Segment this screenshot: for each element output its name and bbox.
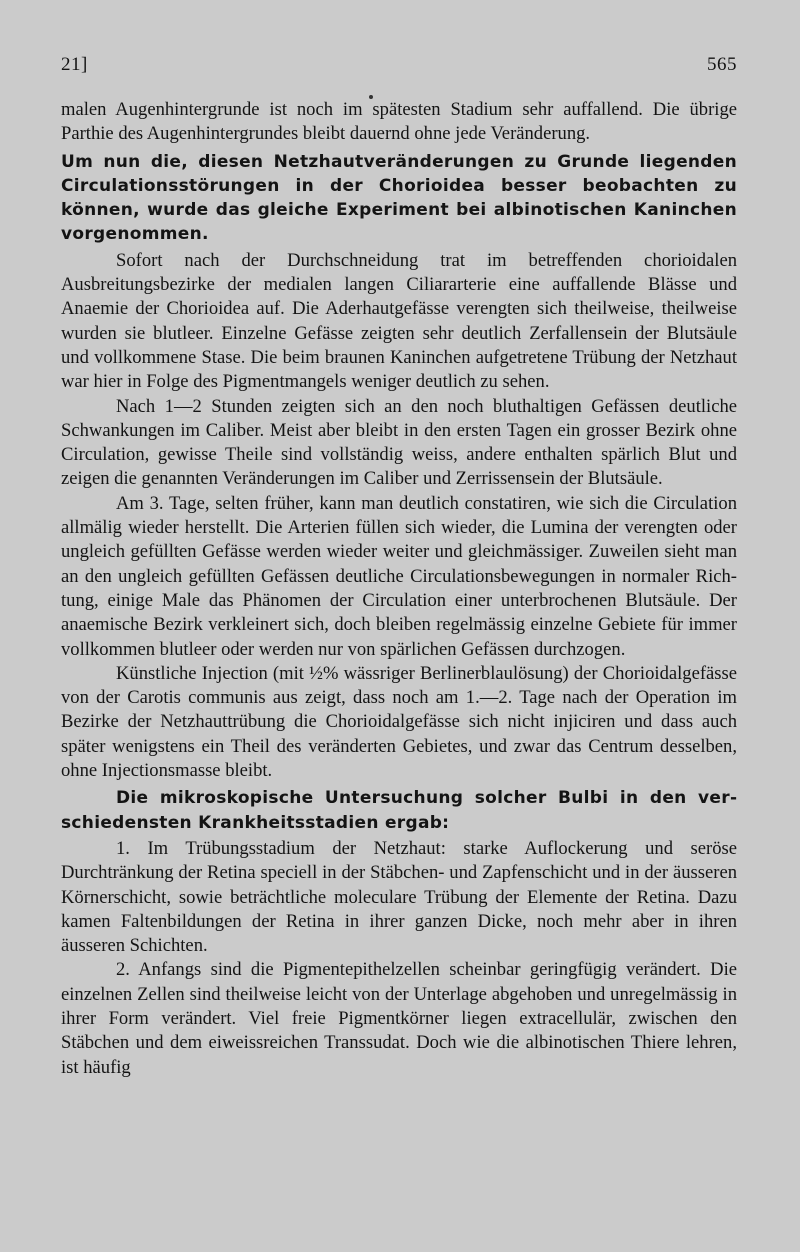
section-number: 21] [61, 54, 88, 75]
paragraph: 2. Anfangs sind die Pigmentepithelzellen scheinbar geringfügig verändert. Die einzelnen Zellen sind theilweise leicht von der Unterlage abgehoben und unregelmässig in ihrer Form verändert. Viel freie Pigmentkörner liegen extracellulär, zwischen den Stäbchen und dem eiweissreichen Transsudat. Doch wie die albinotischen Thiere lehren, ist häufig [61, 959, 737, 1078]
paragraph: 1. Im Trübungsstadium der Netzhaut: starke Auflockerung und seröse Durchtränkung der Retina speciell in der Stäbchen- und Zapfenschicht und in der äusseren Körnerschicht, sowie beträchtliche moleculare Trübung der Elemente der Retina. Dazu kamen Faltenbildungen der Retina in ihrer ganzen Dicke, noch mehr aber in ihren äusseren Schichten. [61, 837, 737, 957]
bold-paragraph: Die mikroskopische Untersuchung solcher Bulbi in den verschiedensten Krankheitsstadien ergab: [61, 788, 737, 833]
paragraph: Sofort nach der Durchschneidung trat im betreffenden chorioidalen Ausbreitungsbezirke der medialen langen Ciliararterie eine auffallende Blässe und Anaemie der Chorioidea auf. Die Aderhautgefässe verengten sich theilweise, theilweise wurden sie blutleer. Einzelne Gefässe zeigten sehr deutlich Zerfallensein der Blutsäule und vollkommene Stase. Die beim braunen Kaninchen aufgetretene Trübung der Netzhaut war hier in Folge des Pigmentmangels weniger deutlich zu sehen. [61, 249, 737, 393]
bold-paragraph: Um nun die, diesen Netzhautveränderungen zu Grunde liegenden Circulationsstörungen in der Chorioidea besser beobachten zu können, wurde das gleiche Experiment bei albinotischen Kaninchen vorgenommen. [61, 151, 737, 245]
ink-speck [369, 95, 373, 99]
body-text [61, 98, 737, 1080]
paragraph: malen Augenhintergrunde ist noch im spätesten Stadium sehr auffallend. Die übrige Parthie des Augenhintergrundes bleibt dauernd ohne jede Veränderung. [61, 99, 737, 145]
running-header [61, 54, 737, 98]
paragraph: Am 3. Tage, selten früher, kann man deutlich constatiren, wie sich die Circulation allmälig wieder herstellt. Die Arterien füllen sich wieder, die Lumina der verengten oder ungleich gefüllten Gefässe werden wieder weiter und gleichmässiger. Zuweilen sieht man an den ungleich gefüllten Gefässen deutliche Circulationsbewegungen in normaler Richtung, einige Male das Phänomen der Circulation einer unterbrochenen Blutsäule. Der anaemische Bezirk verkleinert sich, doch bleiben regelmässig einzelne Gebiete für immer vollkommen blutleer oder werden nur von spärlichen Gefässen durchzogen. [61, 492, 737, 660]
paragraph: Nach 1—2 Stunden zeigten sich an den noch bluthaltigen Gefässen deutliche Schwankungen im Caliber. Meist aber bleibt in den ersten Tagen ein grosser Bezirk ohne Circulation, gewisse Theile sind vollständig weiss, andere enthalten spärlich Blut und zeigen die genannten Veränderungen im Caliber und Zerrissensein der Blutsäule. [61, 395, 737, 490]
page-number: 565 [707, 54, 737, 75]
paragraph: Künstliche Injection (mit ½% wässriger Berlinerblaulösung) der Chorioidalgefässe von der Carotis communis aus zeigt, dass noch am 1.—2. Tage nach der Operation im Bezirke der Netzhauttrübung die Chorioidalgefässe sich nicht injiciren und dass auch später wenigstens ein Theil des veränderten Gebietes, und zwar das Centrum desselben, ohne Injectionsmasse bleibt. [61, 662, 737, 782]
